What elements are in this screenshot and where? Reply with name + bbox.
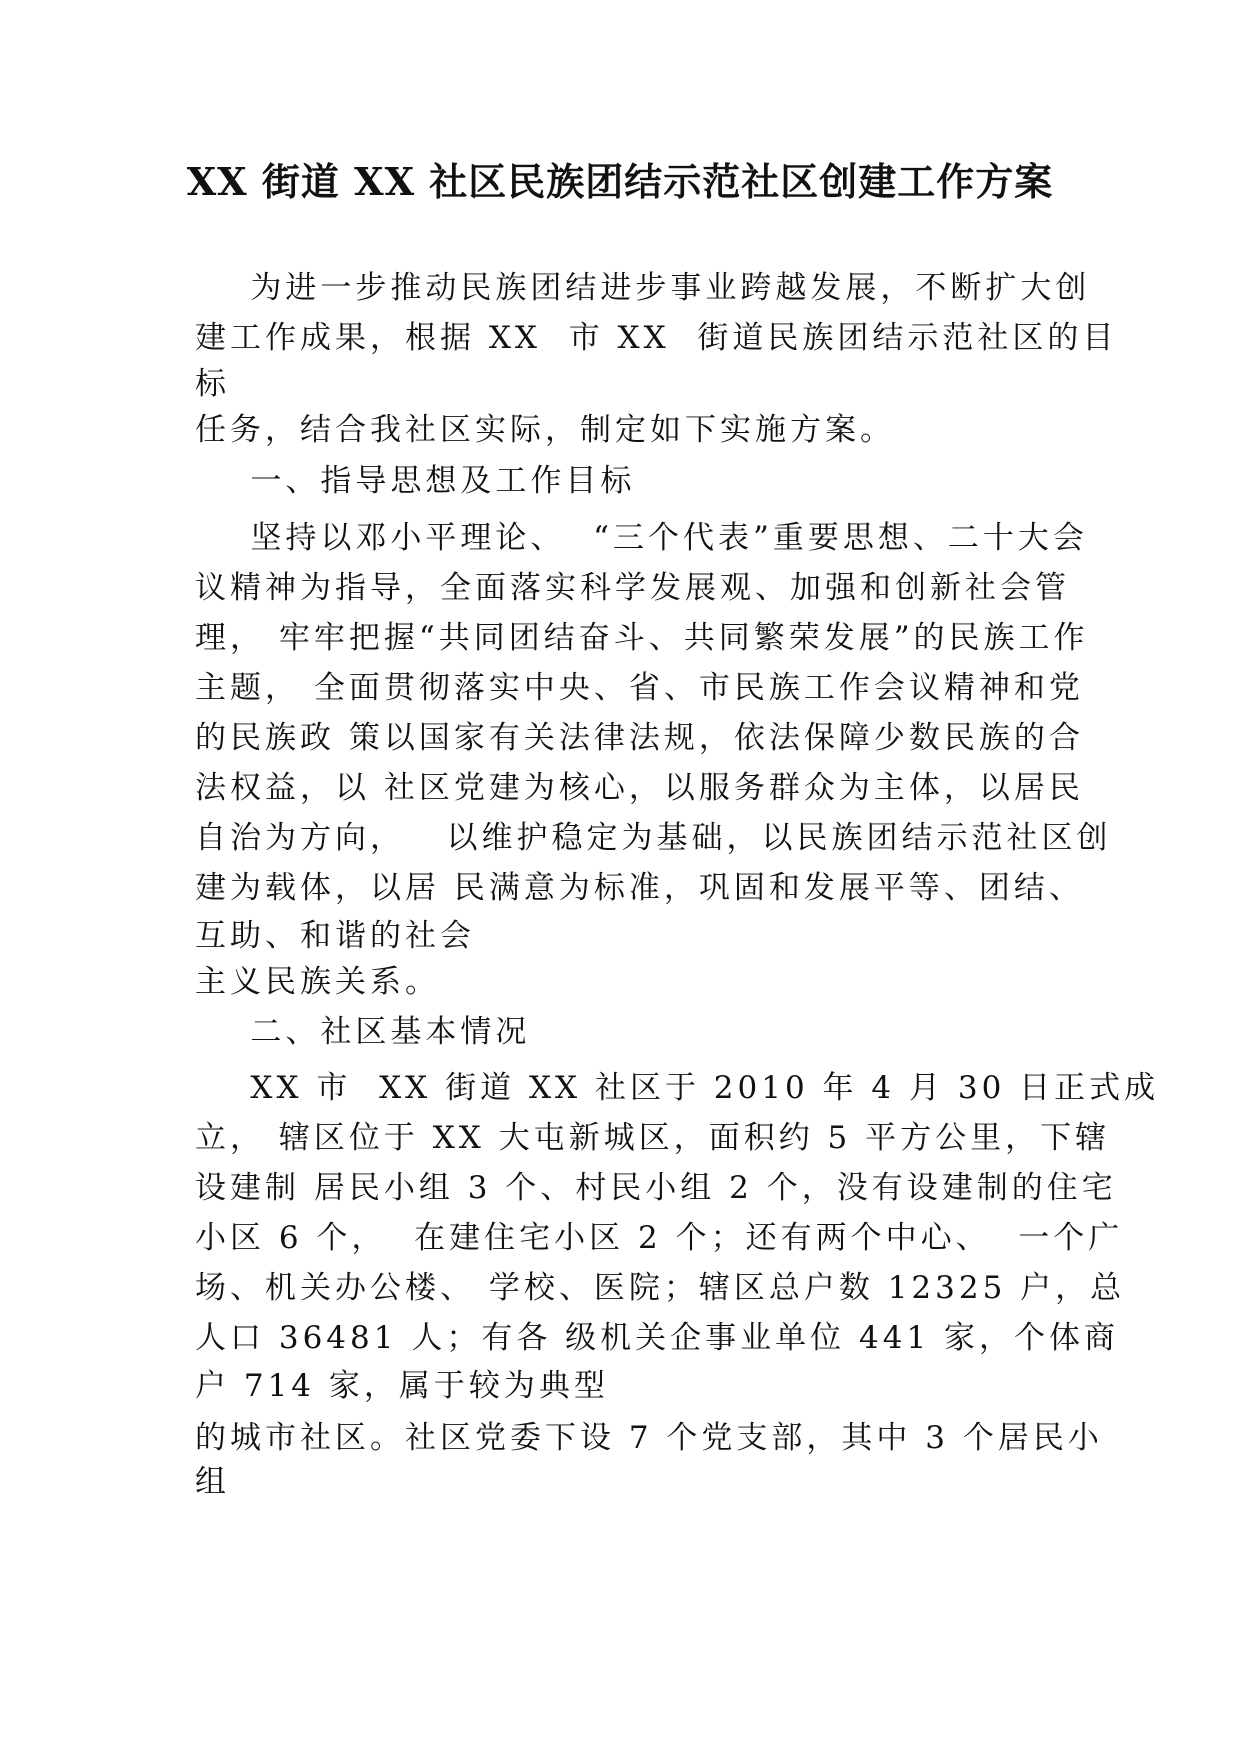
- paragraph-line: 议精神为指导，全面落实科学发展观、加强和创新社会管: [195, 570, 1070, 606]
- paragraph-line: 的民族政 策以国家有关法律法规，依法保障少数民族的合: [195, 720, 1084, 756]
- paragraph-line: 设建制 居民小组 3 个、村民小组 2 个，没有设建制的住宅: [195, 1170, 1117, 1206]
- paragraph-line: 组: [195, 1464, 230, 1500]
- paragraph-line: 任务，结合我社区实际，制定如下实施方案。: [195, 412, 895, 448]
- section-heading: 一、指导思想及工作目标: [195, 463, 636, 499]
- paragraph-line: 小区 6 个， 在建住宅小区 2 个；还有两个中心、 一个广: [195, 1220, 1124, 1256]
- paragraph-line: 的城市社区。社区党委下设 7 个党支部，其中 3 个居民小: [195, 1420, 1103, 1456]
- paragraph-line: 互助、和谐的社会: [195, 918, 475, 954]
- paragraph-line: 人口 36481 人；有各 级机关企事业单位 441 家，个体商: [195, 1320, 1120, 1356]
- paragraph-line: 自治为方向， 以维护稳定为基础，以民族团结示范社区创: [195, 820, 1112, 856]
- paragraph-line: 为进一步推动民族团结进步事业跨越发展，不断扩大创: [195, 270, 1091, 306]
- paragraph-line: 法权益，以 社区党建为核心，以服务群众为主体，以居民: [195, 770, 1084, 806]
- paragraph-line: 主题， 全面贯彻落实中央、省、市民族工作会议精神和党: [195, 670, 1084, 706]
- paragraph-line: 户 714 家，属于较为典型: [195, 1368, 609, 1404]
- paragraph-line: 立， 辖区位于 XX 大屯新城区，面积约 5 平方公里，下辖: [195, 1120, 1111, 1156]
- section-heading: 二、社区基本情况: [195, 1014, 531, 1050]
- paragraph-line: XX 市 XX 街道 XX 社区于 2010 年 4 月 30 日正式成: [195, 1070, 1160, 1106]
- paragraph-line: 场、机关办公楼、 学校、医院；辖区总户数 12325 户，总: [195, 1270, 1126, 1306]
- paragraph-line: 坚持以邓小平理论、 “三个代表”重要思想、二十大会: [195, 520, 1088, 556]
- paragraph-line: 理， 牢牢把握“共同团结奋斗、共同繁荣发展”的民族工作: [195, 620, 1089, 656]
- paragraph-line: 建工作成果，根据 XX 市 XX 街道民族团结示范社区的目: [195, 320, 1118, 356]
- paragraph-line: 建为载体，以居 民满意为标准，巩固和发展平等、团结、: [195, 870, 1084, 906]
- paragraph-line: 标: [195, 366, 230, 402]
- document-title: XX 街道 XX 社区民族团结示范社区创建工作方案: [186, 159, 1054, 204]
- paragraph-line: 主义民族关系。: [195, 964, 440, 1000]
